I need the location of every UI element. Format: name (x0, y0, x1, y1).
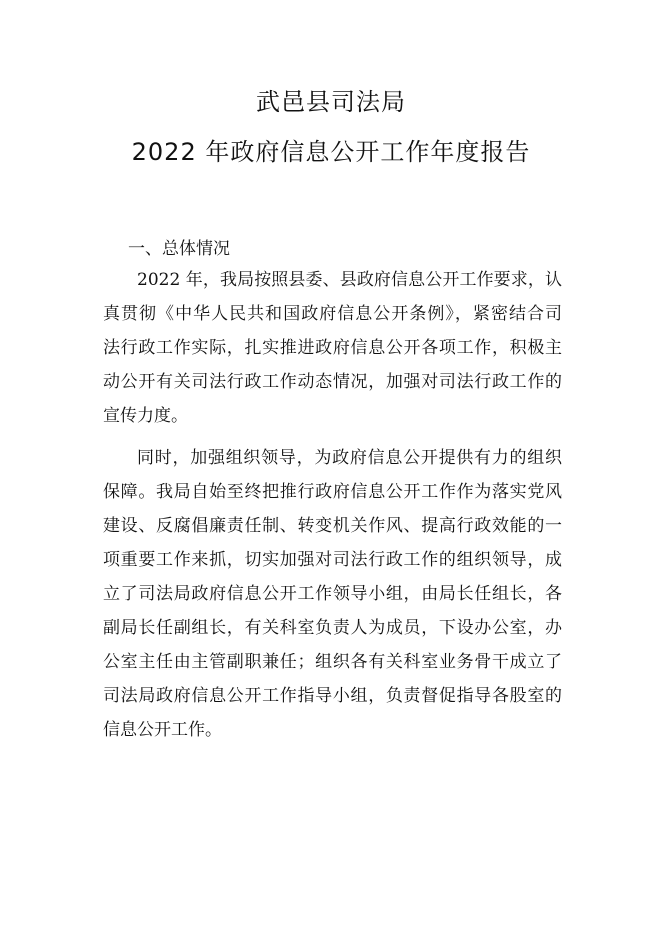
paragraph-2-line: 项重要工作来抓，切实加强对司法行政工作的组织领导，成 (103, 550, 562, 570)
paragraph-1-line: 2022 年，我局按照县委、县政府信息公开工作要求，认 (137, 270, 562, 290)
paragraph-2-line: 保障。我局自始至终把推行政府信息公开工作作为落实党风 (103, 482, 562, 502)
paragraph-2-line: 信息公开工作。 (103, 720, 222, 740)
paragraph-2-line: 公室主任由主管副职兼任；组织各有关科室业务骨干成立了 (103, 652, 562, 672)
document-title-report: 2022 年政府信息公开工作年度报告 (131, 138, 531, 166)
paragraph-1-line: 真贯彻《中华人民共和国政府信息公开条例》，紧密结合司 (103, 304, 562, 324)
document-title-agency: 武邑县司法局 (256, 88, 406, 116)
paragraph-1-line: 动公开有关司法行政工作动态情况，加强对司法行政工作的 (103, 372, 562, 392)
paragraph-2-line: 建设、反腐倡廉责任制、转变机关作风、提高行政效能的一 (103, 516, 562, 536)
paragraph-2-line: 同时，加强组织领导，为政府信息公开提供有力的组织 (137, 448, 562, 468)
paragraph-2-line: 立了司法局政府信息公开工作领导小组，由局长任组长，各 (103, 584, 562, 604)
paragraph-2-line: 司法局政府信息公开工作指导小组，负责督促指导各股室的 (103, 686, 562, 706)
paragraph-1-line: 法行政工作实际，扎实推进政府信息公开各项工作，积极主 (103, 338, 562, 358)
section-heading-overview: 一、总体情况 (128, 239, 230, 259)
paragraph-2-line: 副局长任副组长，有关科室负责人为成员，下设办公室，办 (103, 618, 562, 638)
paragraph-1-line: 宣传力度。 (103, 406, 188, 426)
